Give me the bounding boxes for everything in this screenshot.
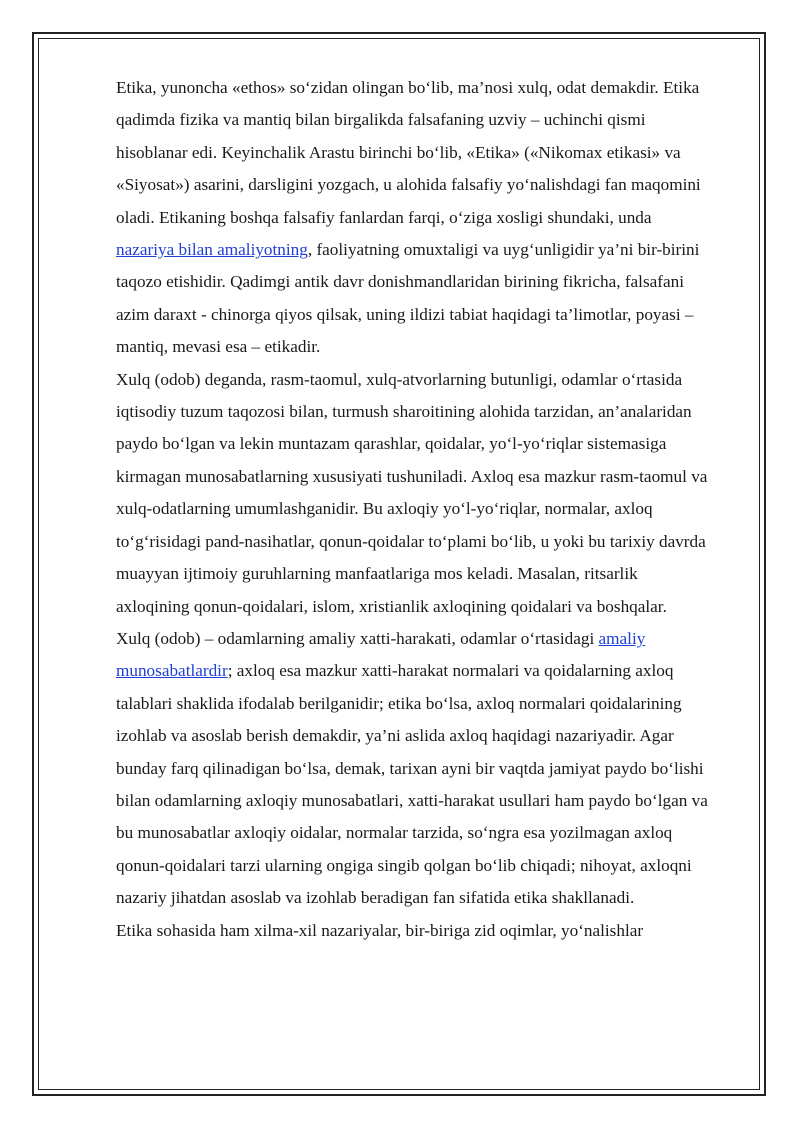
paragraph-1-text-b: , faoliyatning omuxtaligi va uyg‘unligidir ya’ni bir-birini taqozo etishidir. Qadimgi antik davr donishmandlaridan birining fikricha, falsafani azim daraxt - chinorga qiyos qilsak, uning ildizi tabiat haqidagi ta’limotlar, poyasi – mantiq, mevasi esa – etikadir. [116, 240, 700, 357]
link-nazariya-amaliyot[interactable]: nazariya bilan amaliyotning [116, 240, 308, 260]
paragraph-3 [116, 623, 708, 915]
paragraph-1-text-a: Etika, yunoncha «ethos» so‘zidan olingan bo‘lib, ma’nosi xulq, odat demakdir. Etika qadimda fizika va mantiq bilan birgalikda falsafaning uzviy – uchinchi qismi hisoblanar edi. Keyinchalik Arastu birinchi bo‘lib, «Etika» («Nikomax etikasi» va «Siyosat») asarini, darsligini yozgach, u alohida falsafiy yo‘nalishdagi fan maqomini oladi. Etikaning boshqa falsafiy fanlardan farqi, o‘ziga xosligi shundaki, unda [116, 78, 701, 227]
paragraph-4: Etika sohasida ham xilma-xil nazariyalar, bir-biriga zid oqimlar, yo‘nalishlar [116, 920, 644, 940]
document-body [116, 72, 708, 947]
paragraph-1 [116, 72, 708, 364]
link-amaliy-munosabatlar[interactable]: amaliy munosabatlardir [116, 628, 646, 681]
paragraph-3-text-b: ; axloq esa mazkur xatti-harakat normalari va qoidalarning axloq talablari shaklida ifodalab berilganidir; etika bo‘lsa, axloq normalari qoidalarining izohlab va asoslab berish demakdir, ya’ni aslida axloq haqidagi nazariyadir. Agar bunday farq qilinadigan bo‘lsa, demak, tarixan ayni bir vaqtda jamiyat paydo bo‘lishi bilan odamlarning axloqiy munosabatlari, xatti-harakat usullari ham paydo bo‘lgan va bu munosabatlar axloqiy oidalar, normalar tarzida, so‘ngra esa yozilmagan axloq qonun-qoidalari tarzi ularning ongiga singib qolgan bo‘lib chiqadi; nihoyat, axloqni nazariy jihatdan asoslab va izohlab beradigan fan sifatida etika shakllanadi. [116, 661, 708, 908]
paragraph-3-text-a: Xulq (odob) – odamlarning amaliy xatti-harakati, odamlar o‘rtasidagi [116, 628, 599, 648]
paragraph-2: Xulq (odob) deganda, rasm-taomul, xulq-atvorlarning butunligi, odamlar o‘rtasida iqtisodiy tuzum taqozosi bilan, turmush sharoitining alohida tarzidan, an’analaridan paydo bo‘lgan va lekin muntazam qarashlar, qoidalar, yo‘l-yo‘riqlar sistemasiga kirmagan munosabatlarning xususiyati tushuniladi. Axloq esa mazkur rasm-taomul va xulq-odatlarning umumlashganidir. Bu axloqiy yo‘l-yo‘riqlar, normalar, axloq to‘g‘risidagi pand-nasihatlar, qonun-qoidalar to‘plami bo‘lib, u yoki bu tarixiy davrda muayyan ijtimoiy guruhlarning manfaatlariga mos keladi. Masalan, ritsarlik axloqining qonun-qoidalari, islom, xristianlik axloqining qoidalari va boshqalar. [116, 369, 708, 616]
